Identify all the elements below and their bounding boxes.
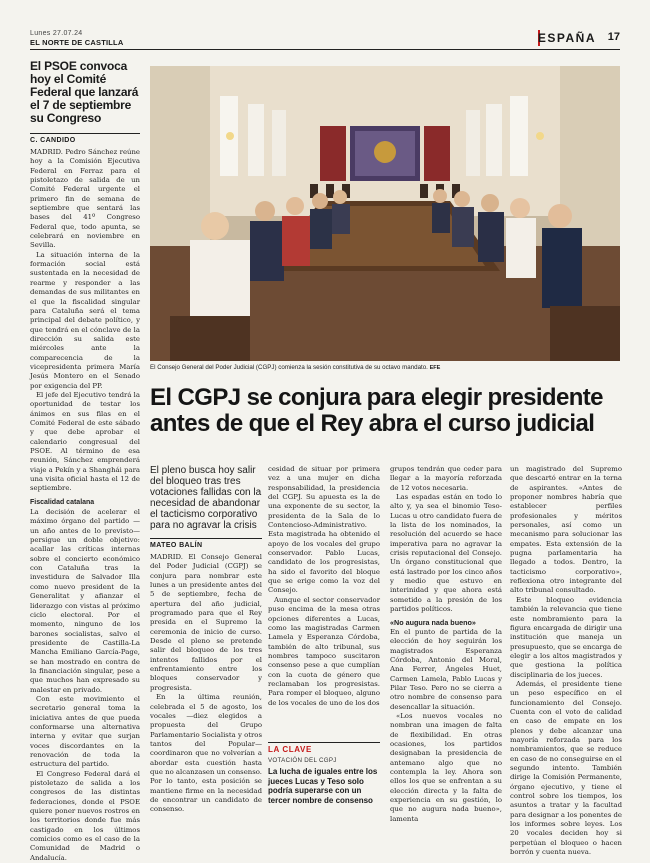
masthead-rule [30, 49, 620, 50]
newspaper-name: EL NORTE DE CASTILLA [30, 38, 124, 47]
article-paragraph: «Los nuevos vocales no nombran una imagen de falta de flexibilidad. En otras ocasiones, los partidos designaban la presidencia de antemano algo que no contempla la ley. Ahora son ellos los que se enfrentan a su elección directa y la falta de experiencia en su gestión, lo que no augura nada bueno», lamenta [390, 711, 502, 823]
key-box [268, 742, 380, 805]
key-box-text: La lucha de iguales entre los jueces Lucas y Teso solo podría superarse con un tercer nombre de consenso [268, 767, 378, 805]
sidebar-paragraph: MADRID. Pedro Sánchez reúne hoy a la Comisión Ejecutiva Federal en Ferraz para el pistoletazo de salida de un Comité Federal urgente el primero fin de semana de septiembre que sentará las bases del 41º Congreso Federal que, todo apunta, se celebrará en noviembre en Sevilla. [30, 148, 140, 250]
sidebar-story [30, 60, 140, 863]
article-byline: MATEO BALÍN [150, 542, 203, 549]
article-paragraph: cesidad de situar por primera vez a una mujer en dicha responsabilidad, la presidencia del CGPJ. Su apuesta es la de una exponente de su sector, la presidenta de la Sala de lo Contencioso-Administrativo. Esta magistrada ha obtenido el apoyo de los vocales del grupo conservador. Pablo Lucas, candidato de los progresistas, ha sido el favorito del bloque que se erige como la voz del Consejo. [268, 465, 380, 595]
article-paragraph: En la última reunión, celebrada el 5 de agosto, los vocales —diez elegidos a propuesta del Grupo Parlamentario Socialista y otros tantos del Popular— coordinaron que no volverían a abordar esta cuestión hasta que no alcanzasen un consenso. Por lo tanto, esta posición se mantiene firme en la necesidad de encontrar un candidato de consenso. [150, 693, 262, 814]
article-paragraph: Además, el presidente tiene un peso específico en el funcionamiento del Consejo. Cuenta con el voto de calidad en caso de empate en los plenos y debe alcanzar una mayoría reforzada para los nombramientos, que se reduce en caso de no conseguirse en el segundo intento. También dirige la Comisión Permanente, órgano ejecutivo, y tiene el control sobre los tiempos, los asuntos a tratar y la facultad para designar a los ponentes de los informes sobre leyes. Los 20 vocales deciden hoy si perpetúan el bloqueo o hacen borrón y cuenta nueva. [510, 679, 622, 857]
article-paragraph: Las espadas están en todo lo alto y, ya sea el binomio Teso-Lucas u otro candidato fuera de la lista de los nominados, la resolución del acuerdo se hace imperativa para no agravar la crisis reputacional del Consejo. Un órgano constitucional que está lastrado por los cinco años y medio que estuvo en interinidad y que ahora está sometido a la presión de los partidos políticos. [390, 493, 502, 614]
photo-caption [150, 364, 620, 371]
sidebar-paragraph: La situación interna de la formación social está sustentada en la necesidad de rearme y responder a las demandas de sus militantes en el que la fiscalidad singular para Cataluña será el tema principal del debate político, y que tendrá en el cónclave de la dirección su salida este miércoles ante la comparecencia de la vicepresidenta primera María Jesús Montero en el Senado por exigencia del PP. [30, 250, 140, 390]
cgpj-plenary-photo [150, 66, 620, 361]
sidebar-rule [30, 133, 140, 134]
article-subtitle: El pleno busca hoy salir del bloqueo tras tres votaciones fallidas con la necesidad de abandonar el tacticismo corporativo para no agravar la crisis [150, 465, 262, 531]
article-column-3 [390, 465, 502, 824]
article-paragraph: grupos tendrán que ceder para llegar a la mayoría reforzada de 12 votos necesaria. [390, 465, 502, 492]
sidebar-headline: El PSOE convoca hoy el Comité Federal que lanzará el 7 de septiembre su Congreso [30, 59, 139, 125]
article-paragraph: Este bloqueo evidencia también la relevancia que tiene este nombramiento para la figura encargada de dirigir una institución que maneja un presupuesto, que se encarga de elegir a los altos magistrados y que gestiona la política disciplinaria de los jueces. [510, 595, 622, 679]
column-2-text [268, 465, 380, 708]
key-box-kicker: VOTACIÓN DEL CGPJ [268, 757, 337, 764]
subtitle-rule [150, 538, 262, 539]
article-column-1 [150, 553, 262, 815]
sidebar-byline: C. CANDIDO [30, 137, 76, 144]
article-paragraph: Aunque el sector conservador puso encima de la mesa otras opciones diferentes a Lucas, como las magistradas Carmen Lamela y Esperanza Córdoba, también de alto tribunal, sus nombres tampoco suscitaron consenso pese a que cumplían con la cuota de género que reclamaban los progresistas. Para romper el bloqueo, alguno de los vocales de uno de los dos [268, 595, 380, 707]
sidebar-paragraph: La decisión de acelerar el máximo órgano del partido —un año antes de lo previsto— persigue un doble objetivo: acallar las críticas internas sobre el concierto económico con Cataluña tras la investidura de Salvador Illa como nuevo president de la Generalitat y afianzar el liderazgo con vistas al próximo ciclo electoral. Por el momento, ninguno de los barones socialistas, salvo el presidente de Castilla-La Mancha Emiliano García-Page, se han mostrado en contra de la financiación singular, pese a que muchos han expresado su malestar en privado. [30, 508, 140, 694]
sidebar-subhead: Fiscalidad catalana [30, 498, 95, 506]
sidebar-paragraph: Con este movimiento el secretario general toma la iniciativa antes de que pueda conformarse una alternativa interna y evitar que surjan voces discordantes en la renovación de toda la estructura del partido. [30, 694, 140, 769]
masthead [30, 30, 620, 50]
article-subhead: «No augura nada bueno» [390, 617, 476, 627]
article-intro [150, 465, 262, 815]
sidebar-paragraph: El jefe del Ejecutivo tendrá la oportunidad de testar los ánimos en sus filas en el Comité Federal de este sábado y que debe aprobar el calendario congresual del PSOE. Al término de esa reunión, Sánchez emprenderá viaje a Pekín y a Shanghái para una visita oficial hasta el 12 de septiembre. [30, 390, 140, 493]
caption-credit: EFE [429, 365, 441, 371]
photo-illustration [150, 66, 620, 361]
caption-text: El Consejo General del Poder Judicial (CGPJ) comienza la sesión constitutiva de su octavo mandato. [150, 364, 428, 371]
key-box-label: LA CLAVE [268, 745, 312, 754]
main-headline: El CGPJ se conjura para elegir presidente antes de que el Rey abra el curso judicial [150, 384, 603, 437]
article-column-2 [268, 465, 380, 708]
issue-date: Lunes 27.07.24 [30, 30, 83, 37]
article-paragraph: un magistrado del Supremo que descartó entrar en la terna de aspirantes. «Antes de proponer nombres habría que establecer perfiles profesionales y méritos personales, así como un mecanismo para solucionar las empates. Esta extensión de la pugna parlamentaria ha llegado a todos. Dentro, la tacticismo corporativo», reflexiona otro integrante del alto tribunal consultado. [510, 465, 622, 595]
section-name: ESPAÑA [537, 31, 596, 45]
article-paragraph: MADRID. El Consejo General del Poder Judicial (CGPJ) se conjura para nombrar este lunes a un presidente antes del 5 de septiembre, fecha de apertura del año judicial, programado para que el Rey presida en el Supremo la ceremonia de inicio de curso. Desde el pleno se pretende salir del bloqueo de los tres intentos fallidos por el enfrentamiento entre los bloques conservador y progresista. [150, 553, 262, 692]
article-column-4 [510, 465, 622, 857]
sidebar-body [30, 148, 140, 863]
article-paragraph: En el punto de partida de la elección de hoy seguirán los magistrados Esperanza Córdoba, Antonio del Moral, Ana Ferrer, Ángeles Huet, Carmen Lamela, Pablo Lucas y Pilar Teso. Pero no se cierra a otro nombre de consenso para desencallar la situación. [390, 627, 502, 711]
column-4-text [510, 465, 622, 857]
page-number: 17 [607, 31, 620, 43]
column-3-text [390, 465, 502, 824]
sidebar-paragraph: El Congreso Federal dará el pistoletazo de salida a los congresos de las distintas federaciones, donde el PSOE quiere poner nuevos rostros en los territorios donde fue más castigado en los últimos comicios como es el caso de la Comunidad de Madrid o Andalucía. [30, 769, 140, 862]
